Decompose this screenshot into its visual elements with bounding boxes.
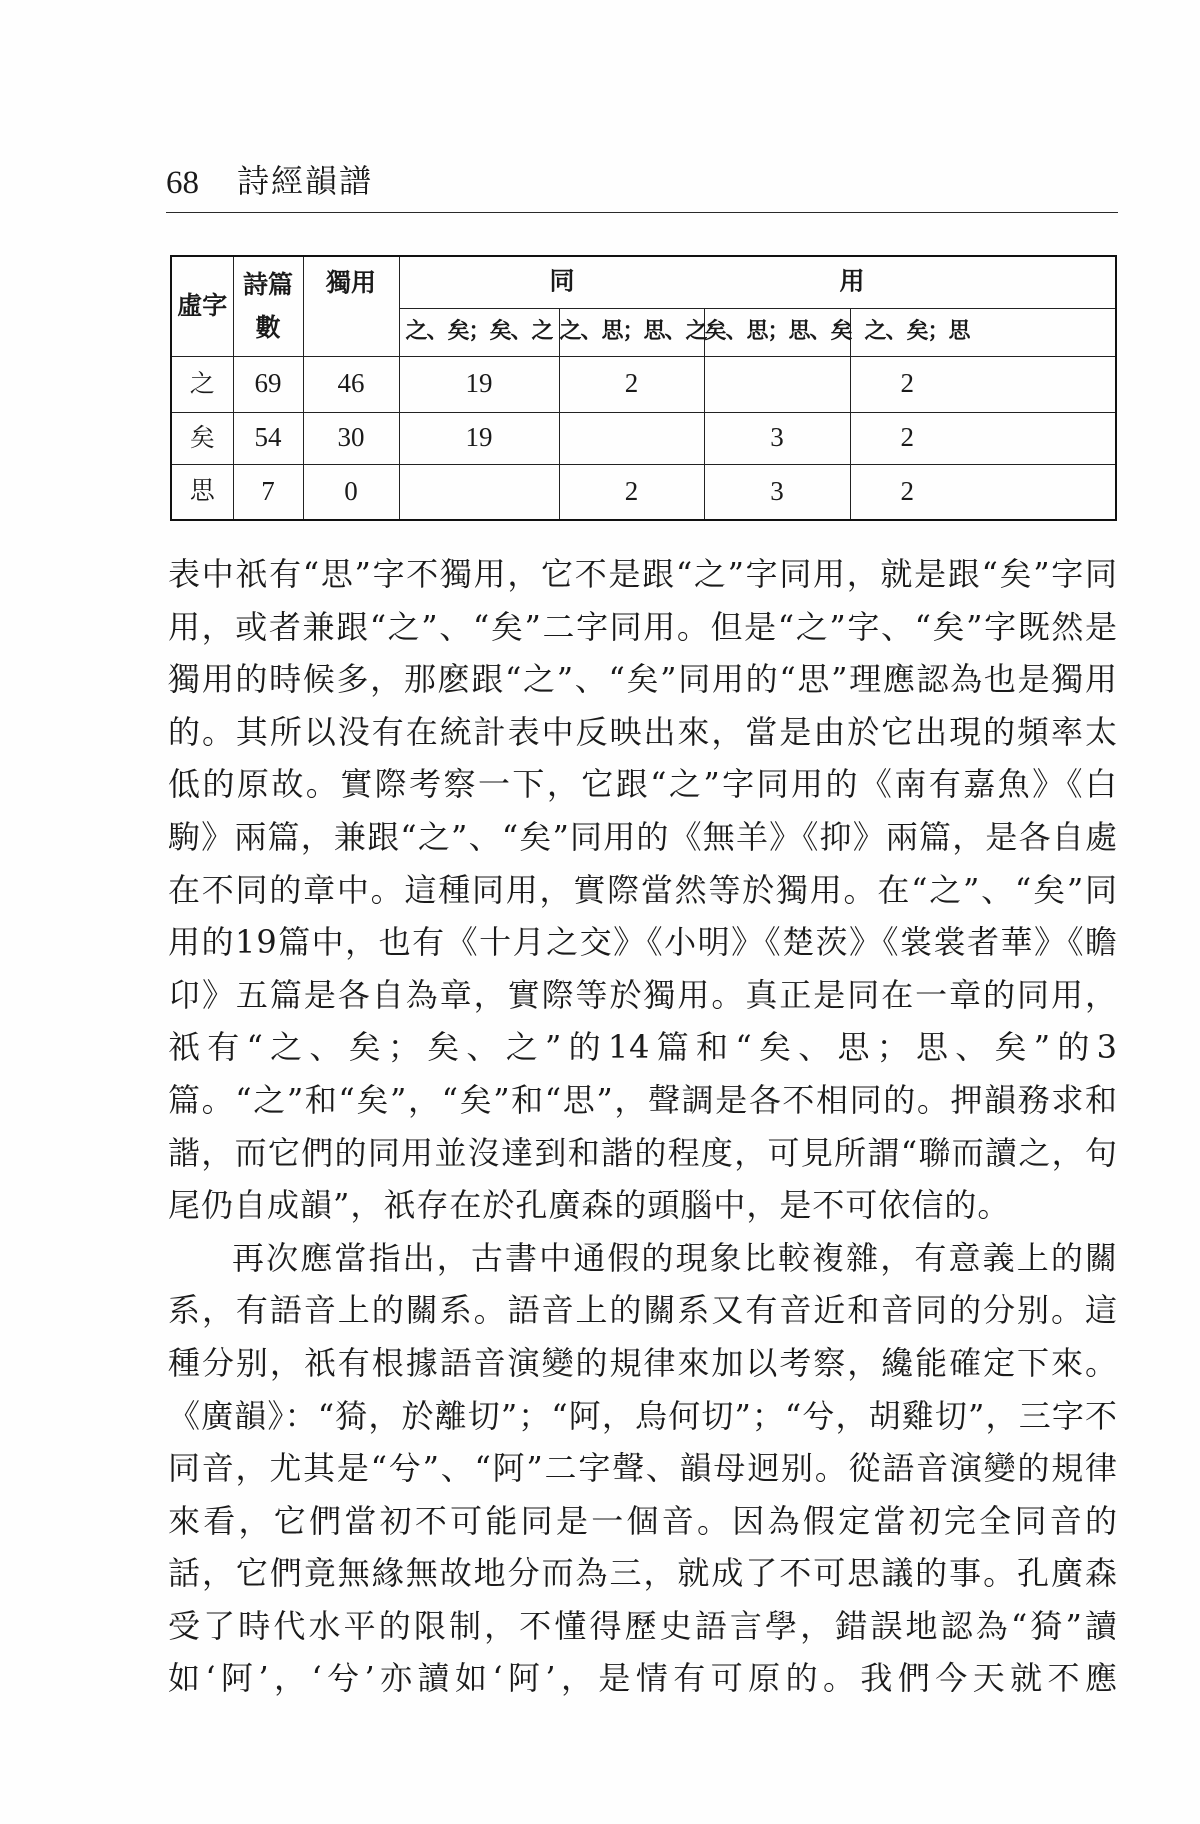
row-joint-yi-si <box>704 356 850 412</box>
table-row <box>171 412 1116 464</box>
table-row <box>171 464 1116 520</box>
paragraph-phonetic-loans: 再次應當指出，古書中通假的現象比較複雜，有意義上的關系，有語音上的關系。語音上的關系又有音近和音同的分别。這種分别，祇有根據語音演變的規律來加以考察，纔能確定下來。《廣韻》：“猗，於離切”；“阿，烏何切”；“兮，胡雞切”，三字不同音，尤其是“兮”、“阿”二字聲、韻母迥别。從語音演變的規律來看，它們當初不可能同是一個音。因為假定當初完全同音的話，它們竟無緣無故地分而為三，就成了不可思議的事。孔廣森受了時代水平的限制，不懂得歷史語言學，錯誤地認為“猗”讀如‘阿’，‘兮’亦讀如‘阿’，是情有可原的。我們今天就不應 <box>168 1238 1118 1698</box>
header-joint-use-right: 用 <box>839 266 865 296</box>
row-joint-zhi-yi: 19 <box>399 356 559 412</box>
row-joint-zhi-si <box>559 412 704 464</box>
row-char: 之 <box>171 356 233 412</box>
book-title: 詩經韻譜 <box>237 162 374 200</box>
row-solo: 46 <box>303 356 399 412</box>
subheader-zhi-si: 之、思；思、之 <box>559 308 704 356</box>
row-poems: 7 <box>233 464 303 520</box>
row-solo: 0 <box>303 464 399 520</box>
row-joint-zhi-si: 2 <box>559 464 704 520</box>
row-char: 思 <box>171 464 233 520</box>
row-joint-yi-si: 3 <box>704 464 850 520</box>
header-rule <box>166 212 1118 213</box>
usage-statistics-table <box>170 255 1117 521</box>
subheader-zhi-yi: 之、矣；矣、之 <box>399 308 559 356</box>
row-joint-zhi-yi: 19 <box>399 412 559 464</box>
header-joint-use-left: 同 <box>549 266 575 296</box>
row-joint-zhi-yi <box>399 464 559 520</box>
header-function-word: 虛字 <box>171 256 233 356</box>
table-row <box>171 356 1116 412</box>
row-joint-zhi-yi-si: 2 <box>850 412 1116 464</box>
header-solo-use: 獨用 <box>303 256 399 356</box>
row-joint-yi-si: 3 <box>704 412 850 464</box>
row-poems: 69 <box>233 356 303 412</box>
body-text <box>168 548 1118 1705</box>
row-joint-zhi-si: 2 <box>559 356 704 412</box>
row-solo: 30 <box>303 412 399 464</box>
page-number: 68 <box>166 165 199 201</box>
running-head <box>166 150 373 202</box>
paragraph-table-analysis: 表中祇有“思”字不獨用，它不是跟“之”字同用，就是跟“矣”字同用，或者兼跟“之”、“矣”二字同用。但是“之”字、“矣”字既然是獨用的時候多，那麽跟“之”、“矣”同用的“思”理應認為也是獨用的。其所以没有在統計表中反映出來，當是由於它出現的頻率太低的原故。實際考察一下，它跟“之”字同用的《南有嘉魚》《白駒》兩篇，兼跟“之”、“矣”同用的《無羊》《抑》兩篇，是各自處在不同的章中。這種同用，實際當然等於獨用。在“之”、“矣”同用的19篇中，也有《十月之交》《小明》《楚茨》《裳裳者華》《瞻卬》五篇是各自為章，實際等於獨用。真正是同在一章的同用，祇有“之、矣；矣、之”的14篇和“矣、思；思、矣”的3篇。“之”和“矣”，“矣”和“思”，聲調是各不相同的。押韻務求和諧，而它們的同用並沒達到和諧的程度，可見所謂“聯而讀之，句尾仍自成韻”，祇存在於孔廣森的頭腦中，是不可依信的。 <box>168 555 1118 1225</box>
subheader-yi-si: 矣、思；思、矣 <box>704 308 850 356</box>
header-joint-use <box>399 256 1116 308</box>
row-joint-zhi-yi-si: 2 <box>850 356 1116 412</box>
row-poems: 54 <box>233 412 303 464</box>
row-joint-zhi-yi-si: 2 <box>850 464 1116 520</box>
row-char: 矣 <box>171 412 233 464</box>
header-poem-count: 詩篇數 <box>233 256 303 356</box>
subheader-zhi-yi-si: 之、矣；思 <box>850 308 1116 356</box>
